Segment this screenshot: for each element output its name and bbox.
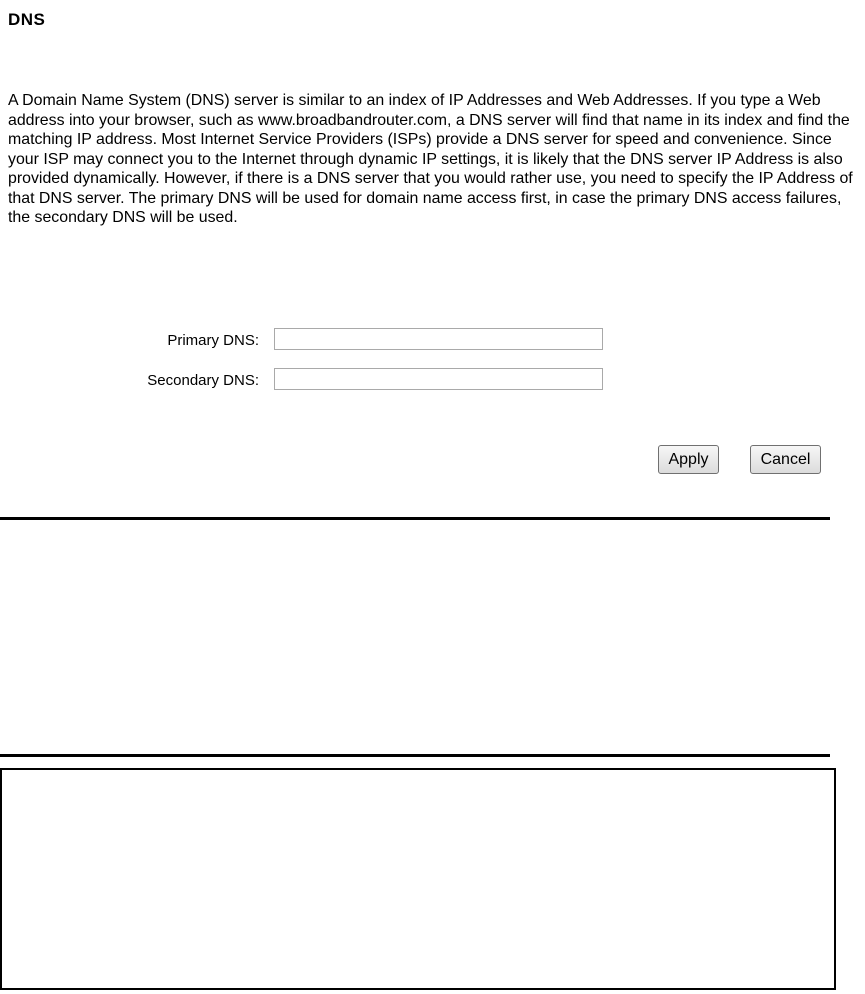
secondary-dns-input[interactable]	[274, 368, 603, 390]
secondary-dns-label: Secondary DNS:	[147, 372, 259, 389]
dns-description: A Domain Name System (DNS) server is similar to an index of IP Addresses and Web Addresses. If you type a Web address into your browser, such as www.broadbandrouter.com, a DNS server will find that name in its index and find the matching IP address. Most Internet Service Providers (ISPs) provide a DNS server for speed and convenience. Since your ISP may connect you to the Internet through dynamic IP settings, it is likely that the DNS server IP Address is also provided dynamically. However, if there is a DNS server that you would rather use, you need to specify the IP Address of that DNS server. The primary DNS will be used for domain name access first, in case the primary DNS access failures, the secondary DNS will be used.	[8, 92, 853, 226]
empty-note-box	[0, 768, 836, 990]
primary-dns-input[interactable]	[274, 328, 603, 350]
cancel-button[interactable]: Cancel	[750, 445, 821, 474]
section-divider-top	[0, 517, 830, 520]
primary-dns-label: Primary DNS:	[167, 332, 259, 349]
primary-dns-row	[0, 328, 865, 354]
section-divider-bottom	[0, 754, 830, 757]
page-title: DNS	[8, 10, 46, 29]
apply-button[interactable]: Apply	[658, 445, 719, 474]
secondary-dns-row	[0, 368, 865, 394]
